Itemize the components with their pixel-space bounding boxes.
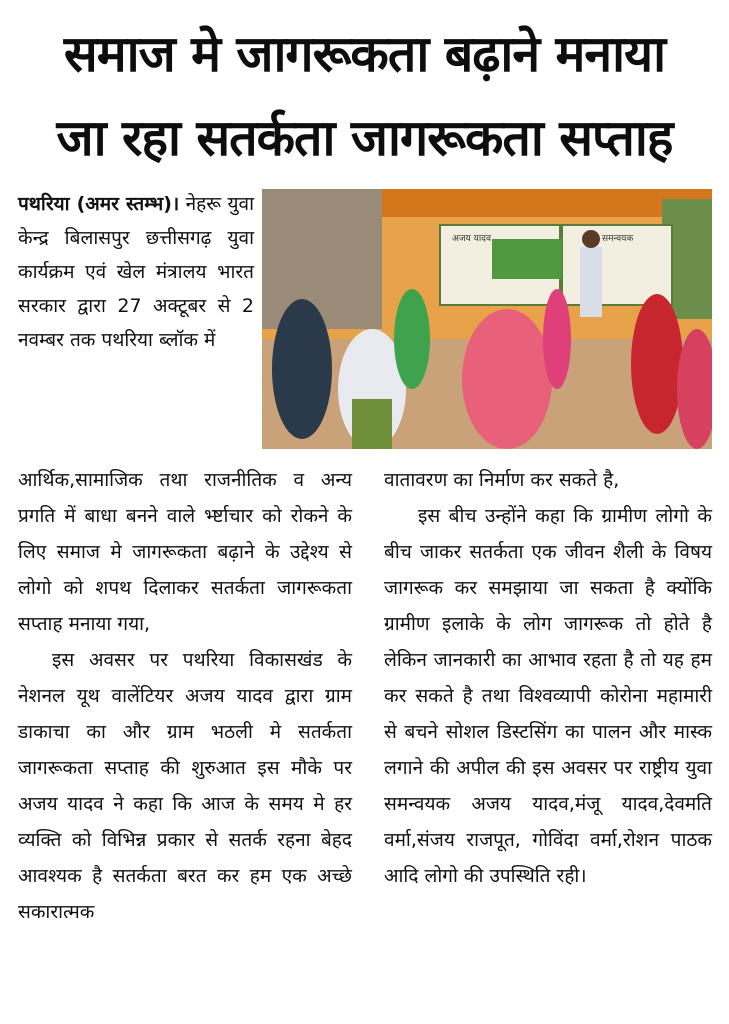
- intro-text: नेहरू युवा केन्द्र बिलासपुर छत्तीसगढ़ युवा कार्यक्रम एवं खेल मंत्रालय भारत सरकार द्वारा 27 अक्टूबर से 2 नवम्बर तक पथरिया ब्लॉक में: [18, 193, 254, 351]
- photo-brick-house: [262, 189, 382, 329]
- photo-person-6: [631, 294, 683, 434]
- article-intro: [18, 187, 254, 357]
- photo-person-4: [462, 309, 552, 449]
- article-left-column: [18, 462, 352, 930]
- photo-speaker: [580, 247, 602, 317]
- photo-illustration: [262, 189, 712, 449]
- news-photo: [262, 189, 712, 449]
- headline: [0, 12, 729, 180]
- photo-person-1: [272, 299, 332, 439]
- article-right-column: [384, 462, 712, 894]
- photo-person-2-skirt: [352, 399, 392, 449]
- left-paragraph-1: आर्थिक,सामाजिक तथा राजनीतिक व अन्य प्रगति में बाधा बनने वाले र्भ्ष्टाचार को रोकने के लिए समाज मे जागरूकता बढ़ाने के उद्देश्य से लोगो को शपथ दिलाकर सतर्कता जागरूकता सप्ताह मनाया गया,: [18, 469, 352, 635]
- right-paragraph-2: इस बीच उन्होंने कहा कि ग्रामीण लोगो के बीच जाकर सतर्कता एक जीवन शैली के विषय जागरूक कर समझाया जा सकता है क्योंकि ग्रामीण इलाके के लोग जागरूक तो होते है लेकिन जानकारी का आभाव रहता है तो यह हम कर सकते है तथा विश्वव्यापी कोरोना महामारी से बचने सोशल डिस्टसिंग का पालन और मास्क लगाने की अपील की इस अवसर पर राष्ट्रीय युवा समन्वयक अजय यादव,मंजू यादव,देवमति वर्मा,संजय राजपूत, गोविंदा वर्मा,रोशन पाठक आदि लोगो की उपस्थिति रही।: [384, 505, 712, 887]
- photo-person-5: [543, 289, 571, 389]
- photo-person-3: [394, 289, 430, 389]
- headline-line-1: समाज मे जागरूकता बढ़ाने मनाया: [63, 25, 666, 83]
- photo-speaker-head: [582, 230, 600, 248]
- dateline: पथरिया (अमर स्तम्भ)।: [18, 193, 180, 215]
- left-paragraph-2: इस अवसर पर पथरिया विकासखंड के नेशनल यूथ वालेंटियर अजय यादव द्वारा ग्राम डाकाचा का और ग्राम भठली मे सतर्कता जागरूकता सप्ताह की शुरुआत इस मौके पर अजय यादव ने कहा कि आज के समय मे हर व्यक्ति को विभिन्न प्रकार से सतर्क रहना बेहद आवश्यक है सतर्कता बरत कर हम एक अच्छे सकारात्मक: [18, 649, 352, 923]
- banner-text-right: समन्वयक: [602, 234, 634, 244]
- right-paragraph-1: वातावरण का निर्माण कर सकते है,: [384, 469, 620, 491]
- headline-line-2: जा रहा सतर्कता जागरूकता सप्ताह: [56, 109, 673, 167]
- photo-banner-graphic: [492, 239, 562, 279]
- banner-text-left: अजय यादव: [452, 234, 491, 244]
